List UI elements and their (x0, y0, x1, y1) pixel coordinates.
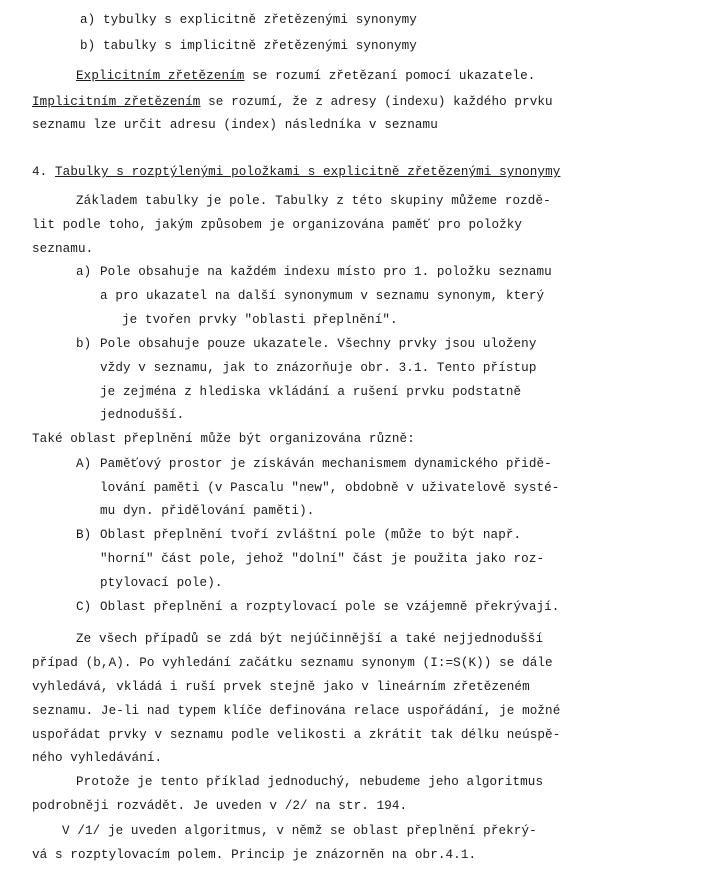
overflow-intro: Také oblast přeplnění může být organizována různě: (32, 432, 415, 446)
item-b-marker: b) (76, 337, 92, 351)
item-b-line: je zejména z hlediska vkládání a rušení prvku podstatně (100, 385, 522, 399)
item-B-marker: B) (76, 528, 92, 542)
item-a-line: Pole obsahuje na každém indexu místo pro 1. položku seznamu (100, 265, 552, 279)
para3-line: podrobněji rozvádět. Je uveden v /2/ na str. 194. (32, 799, 408, 813)
explicit-rest: se rozumí zřetězaní pomocí ukazatele. (244, 69, 536, 83)
item-C-line: Oblast přeplnění a rozptylovací pole se vzájemně překrývají. (100, 600, 560, 614)
item-b-line: jednodušší. (100, 408, 185, 422)
item-C-marker: C) (76, 600, 92, 614)
para2-line: uspořádat prvky v seznamu podle velikosti a zkrátit tak délku neúspě- (32, 728, 561, 742)
implicit-definition (32, 94, 553, 110)
item-b-line: vždy v seznamu, jak to znázorňuje obr. 3.1. Tento přístup (100, 361, 537, 375)
para2-line: Ze všech případů se zdá být nejúčinnější a také nejjednodušší (76, 632, 544, 646)
para2-line: případ (b,A). Po vyhledání začátku seznamu synonym (I:=S(K)) se dále (32, 656, 553, 670)
item-a-line: a pro ukazatel na další synonymum v seznamu synonym, který (100, 289, 545, 303)
item-A-marker: A) (76, 457, 92, 471)
implicit-definition-line2: seznamu lze určit adresu (index) následníka v seznamu (32, 118, 438, 132)
explicit-term: Explicitním zřetězením (76, 69, 245, 83)
item-A-line: mu dyn. přidělování paměti). (100, 504, 315, 518)
para1-line: Základem tabulky je pole. Tabulky z této skupiny můžeme rozdě- (76, 194, 551, 208)
item-A-line: Paměťový prostor je získáván mechanismem dynamického přidě- (100, 457, 552, 471)
para1-line: lit podle toho, jakým způsobem je organizována paměť pro položky (32, 218, 523, 232)
para1-line: seznamu. (32, 242, 94, 256)
item-b-line: Pole obsahuje pouze ukazatele. Všechny prvky jsou uloženy (100, 337, 537, 351)
para2-line: seznamu. Je-li nad typem klíče definována relace uspořádání, je možné (32, 704, 561, 718)
item-B-line: "horní" část pole, jehož "dolní" část je použita jako roz- (100, 552, 545, 566)
list-text: tabulky s implicitně zřetězenými synonymy (103, 39, 417, 53)
section-number: 4. (32, 165, 48, 179)
explicit-definition (76, 68, 535, 84)
list-item-a (80, 12, 417, 28)
item-a-marker: a) (76, 265, 92, 279)
para4-line: V /1/ je uveden algoritmus, v němž se oblast přeplnění překrý- (62, 824, 537, 838)
para3-line: Protože je tento příklad jednoduchý, nebudeme jeho algoritmus (76, 775, 544, 789)
section-4-heading (32, 164, 560, 180)
list-item-b (80, 38, 417, 54)
item-A-line: lování paměti (v Pascalu "new", obdobně v uživatelově systé- (100, 481, 560, 495)
list-marker: b) (80, 39, 96, 53)
para2-line: vyhledává, vkládá i ruší prvek stejně jako v lineárním zřetězeném (32, 680, 530, 694)
list-text: tybulky s explicitně zřetězenými synonymy (103, 13, 417, 27)
implicit-rest: se rozumí, že z adresy (indexu) každého prvku (200, 95, 553, 109)
implicit-term: Implicitním zřetězením (32, 95, 201, 109)
para2-line: ného vyhledávání. (32, 751, 163, 765)
item-a-line: je tvořen prvky "oblasti přeplnění". (122, 313, 398, 327)
list-marker: a) (80, 13, 96, 27)
item-B-line: ptylovací pole). (100, 576, 223, 590)
para4-line: vá s rozptylovacím polem. Princip je znázorněn na obr.4.1. (32, 848, 477, 862)
item-B-line: Oblast přeplnění tvoří zvláštní pole (může to být např. (100, 528, 522, 542)
section-title: Tabulky s rozptýlenými položkami s explicitně zřetězenými synonymy (55, 165, 561, 179)
